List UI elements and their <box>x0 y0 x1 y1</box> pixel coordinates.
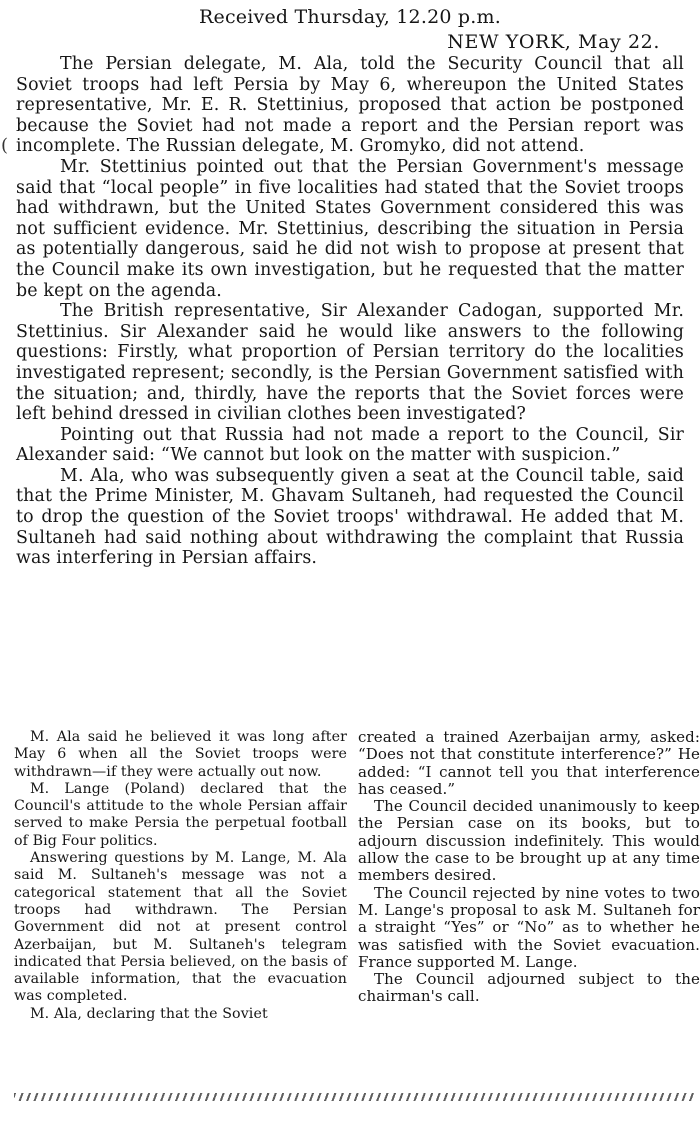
column-paragraph: The Council decided unanimously to keep the Persian case on its books, but to adjourn discussion indefinitely. This would allow the case to be brought up at any time members desired. <box>358 797 700 885</box>
column-paragraph: Answering questions by M. Lange, M. Ala said M. Sultaneh's message was not a categorical statement that all the Soviet troops had withdrawn. The Persian Government did not at present control Azerbaijan, but M. Sultaneh's telegram indicated that Persia believed, on the basis of available information, that the evacuation was completed. <box>14 850 347 1005</box>
column-paragraph: created a trained Azerbaijan army, asked: “Does not that constitute interference?” He added: “I cannot tell you that interference has ceased.” <box>358 728 700 798</box>
column-paragraph: The Council rejected by nine votes to two M. Lange's proposal to ask M. Sultaneh for a straight “Yes” or “No” as to whether he was satisfied with the Soviet evacuation. France supported M. Lange. <box>358 883 700 971</box>
decorative-bottom-rule <box>14 1093 694 1101</box>
lead-paragraph: The British representative, Sir Alexander Cadogan, supported Mr. Stettinius. Sir Alexander said he would like answers to the following questions: Firstly, what proportion of Persian territory do the localities investigated represent; secondly, is the Persian Government satisfied with the situation; and, thirdly, have the reports that the Soviet forces were left behind dressed in civilian clothes been investigated? <box>16 301 684 425</box>
lead-paragraph: M. Ala, who was subsequently given a seat at the Council table, said that the Prime Minister, M. Ghavam Sultaneh, had requested the Council to drop the question of the Soviet troops' withdrawal. He added that M. Sultaneh had said nothing about withdrawing the complaint that Russia was interfering in Persian affairs. <box>16 465 684 569</box>
left-column <box>14 729 347 1023</box>
received-dateline: Received Thursday, 12.20 p.m. <box>199 6 501 28</box>
location-dateline: NEW YORK, May 22. <box>447 31 660 53</box>
lead-paragraph: Pointing out that Russia had not made a report to the Council, Sir Alexander said: “We cannot but look on the matter with suspicion.” <box>16 424 684 466</box>
column-paragraph: M. Ala said he believed it was long after May 6 when all the Soviet troops were withdrawn—if they were actually out now. <box>14 729 347 780</box>
two-column-section <box>14 729 700 1023</box>
column-paragraph: M. Lange (Poland) declared that the Council's attitude to the whole Persian affair served to make Persia the perpetual football of Big Four politics. <box>14 780 347 849</box>
margin-pencil-mark: ( <box>1 135 9 156</box>
column-paragraph: M. Ala, declaring that the Soviet <box>30 1005 268 1022</box>
lead-article-body <box>16 54 684 569</box>
lead-paragraph: The Persian delegate, M. Ala, told the Security Council that all Soviet troops had left Persia by May 6, whereupon the United States representative, Mr. E. R. Stettinius, proposed that action be postponed because the Soviet had not made a report and the Persian report was incomplete. The Russian delegate, M. Gromyko, did not attend. <box>16 54 684 157</box>
right-column <box>358 729 700 1023</box>
lead-paragraph: Mr. Stettinius pointed out that the Persian Government's message said that “local people” in five localities had stated that the Soviet troops had withdrawn, but the United States Government considered this was not sufficient evidence. Mr. Stettinius, describing the situation in Persia as potentially dangerous, said he did not wish to propose at present that the Council make its own investigation, but he requested that the matter be kept on the agenda. <box>16 156 684 301</box>
column-paragraph: The Council adjourned subject to the chairman's call. <box>358 970 700 1006</box>
